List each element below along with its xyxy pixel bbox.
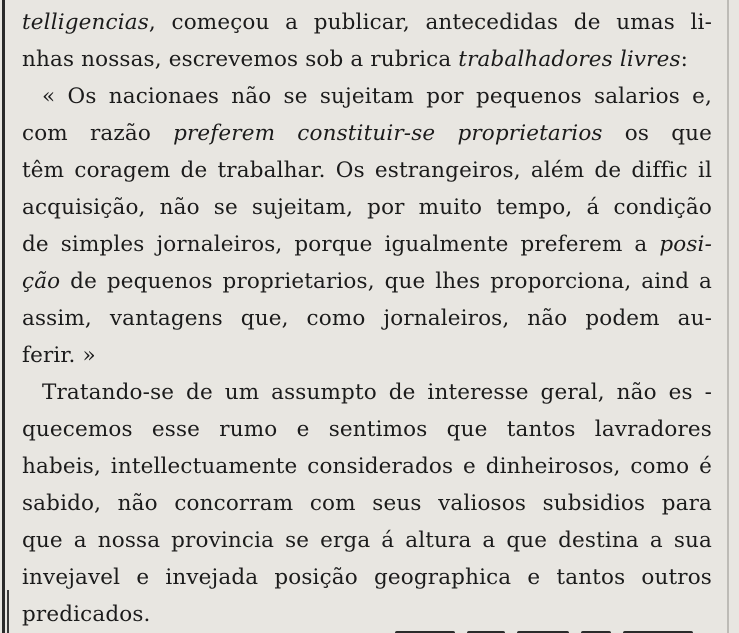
column-rule-left-secondary bbox=[7, 590, 9, 633]
text-line-12: quecemos esse rumo e sentimos que tantos lavradores bbox=[22, 417, 712, 442]
text-line-3: « Os nacionaes não se sujeitam por pequenos salarios e, bbox=[42, 84, 712, 109]
text-line-6: acquisição, não se sujeitam, por muito tempo, á condição bbox=[22, 195, 712, 220]
text-line-11: Tratando-se de um assumpto de interesse geral, não es - bbox=[42, 380, 712, 405]
text-line-9: assim, vantagens que, como jornaleiros, não podem au- bbox=[22, 306, 712, 331]
text-line-8: ção de pequenos proprietarios, que lhes proporciona, aind a bbox=[22, 269, 712, 294]
column-rule-left bbox=[2, 0, 5, 633]
article-text-column bbox=[22, 4, 712, 633]
text-line-7: de simples jornaleiros, porque igualmente preferem a posi- bbox=[22, 232, 712, 257]
text-line-1: telligencias, começou a publicar, antecedidas de umas li- bbox=[22, 10, 712, 35]
text-line-5: têm coragem de trabalhar. Os estrangeiros, além de diffic il bbox=[22, 158, 712, 183]
text-line-10: ferir. » bbox=[22, 343, 96, 368]
text-line-4: com razão preferem constituir-se proprietarios os que bbox=[22, 121, 712, 146]
text-line-16: invejavel e invejada posição geographica e tantos outros bbox=[22, 565, 712, 590]
column-rule-right bbox=[727, 0, 729, 633]
text-line-15: que a nossa provincia se erga á altura a que destina a sua bbox=[22, 528, 712, 553]
text-line-13: habeis, intellectuamente considerados e dinheirosos, como é bbox=[22, 454, 712, 479]
text-line-14: sabido, não concorram com seus valiosos subsidios para bbox=[22, 491, 712, 516]
text-line-2: nhas nossas, escrevemos sob a rubrica trabalhadores livres: bbox=[22, 47, 689, 72]
text-line-17: predicados. bbox=[22, 602, 151, 627]
cropped-next-line-fragment bbox=[395, 622, 725, 633]
